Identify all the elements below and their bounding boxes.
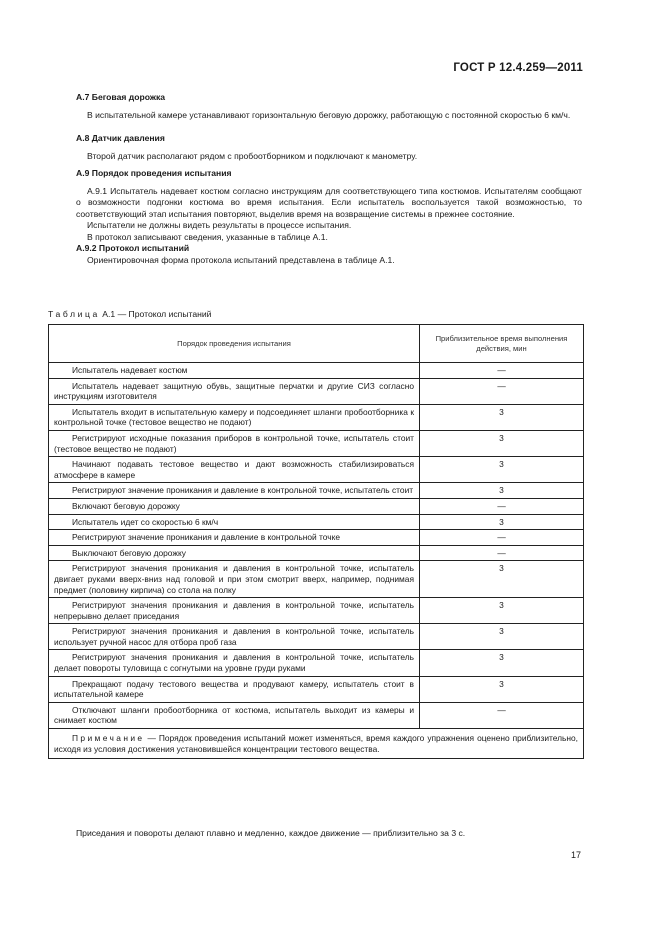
table-header-row	[49, 325, 584, 363]
table-caption-title: А.1 — Протокол испытаний	[99, 309, 212, 319]
time-cell: 3	[420, 676, 584, 702]
table-row	[49, 676, 584, 702]
step-cell: Начинают подавать тестовое вещество и дают возможность стабилизироваться атмосфере в камере	[49, 457, 420, 483]
time-cell: —	[420, 702, 584, 728]
section-a91-text: А.9.1 Испытатель надевает костюм согласно инструкциям для соответствующего типа костюмов. Испытателям сообщают о возможности подгонки костюма во время испытания. Если испытатель воспользуется такой возможностью, то соответствующий этап испытания повторяют, выделив время на возвращение системы в прежнее состояние.	[76, 185, 582, 219]
table-row	[49, 430, 584, 456]
time-cell: —	[420, 530, 584, 546]
step-cell: Испытатель идет со скоростью 6 км/ч	[49, 514, 420, 530]
table-row	[49, 404, 584, 430]
time-cell: —	[420, 545, 584, 561]
time-cell: —	[420, 498, 584, 514]
step-cell: Регистрируют значения проникания и давления в контрольной точке, испытатель двигает руками вверх-вниз над головой и при этом смотрит вверх, например, поднимая предмет (половину кирпича) со стола на полку	[49, 561, 420, 598]
time-cell: 3	[420, 650, 584, 676]
table-row	[49, 530, 584, 546]
document-code: ГОСТ Р 12.4.259—2011	[453, 62, 583, 74]
table-body	[49, 363, 584, 729]
step-cell: Выключают беговую дорожку	[49, 545, 420, 561]
table-note	[49, 729, 584, 759]
section-text	[76, 92, 582, 266]
table-row	[49, 561, 584, 598]
note-label: Примечание	[72, 733, 145, 744]
time-cell: 3	[420, 457, 584, 483]
section-a91-text2: Испытатели не должны видеть результаты в процессе испытания.	[87, 220, 352, 230]
note-text: — Порядок проведения испытаний может изменяться, время каждого упражнения оценено приблизительно, исходя из условия достижения установившейся концентрации тестового вещества.	[54, 733, 578, 754]
time-cell: 3	[420, 598, 584, 624]
after-table-text: Приседания и повороты делают плавно и медленно, каждое движение — приблизительно за 3 с.	[76, 828, 466, 838]
table-caption	[48, 309, 211, 320]
step-cell: Включают беговую дорожку	[49, 498, 420, 514]
page-number: 17	[570, 850, 581, 860]
section-a7-title: А.7 Беговая дорожка	[76, 92, 166, 102]
table-row	[49, 624, 584, 650]
table-row	[49, 650, 584, 676]
time-cell: —	[420, 363, 584, 379]
table-row	[49, 457, 584, 483]
time-cell: 3	[420, 483, 584, 499]
time-cell: 3	[420, 430, 584, 456]
column-header-time: Приблизительное время выполнения действия, мин	[420, 325, 584, 363]
table-row	[49, 514, 584, 530]
table-row	[49, 483, 584, 499]
section-a8-text: Второй датчик располагают рядом с пробоотборником и подключают к манометру.	[87, 150, 418, 161]
section-a7-text: В испытательной камере устанавливают горизонтальную беговую дорожку, работающую с постоянной скоростью 6 км/ч.	[87, 109, 571, 120]
step-cell: Регистрируют значения проникания и давления в контрольной точке, испытатель использует ручной насос для отбора проб газа	[49, 624, 420, 650]
time-cell: 3	[420, 561, 584, 598]
time-cell: 3	[420, 404, 584, 430]
step-cell: Испытатель входит в испытательную камеру и подсоединяет шланги пробоотборника к контрольной точке (тестовое вещество не подают)	[49, 404, 420, 430]
step-cell: Регистрируют значения проникания и давления в контрольной точке, испытатель непрерывно делает приседания	[49, 598, 420, 624]
time-cell: 3	[420, 624, 584, 650]
column-header-step: Порядок проведения испытания	[49, 325, 420, 363]
table-row	[49, 498, 584, 514]
step-cell: Регистрируют значение проникания и давление в контрольной точке	[49, 530, 420, 546]
step-cell: Отключают шланги пробоотборника от костюма, испытатель выходит из камеры и снимает костюм	[49, 702, 420, 728]
section-a91-text3: В протокол записывают сведения, указанные в таблице А.1.	[87, 231, 328, 242]
table-row	[49, 545, 584, 561]
table-note-row	[49, 729, 584, 759]
step-cell: Регистрируют значение проникания и давление в контрольной точке, испытатель стоит	[49, 483, 420, 499]
protocol-table	[48, 324, 584, 759]
table-row	[49, 702, 584, 728]
time-cell: 3	[420, 514, 584, 530]
step-cell: Регистрируют исходные показания приборов в контрольной точке, испытатель стоит (тестовое вещество не подают)	[49, 430, 420, 456]
step-cell: Испытатель надевает костюм	[49, 363, 420, 379]
section-a92-title: А.9.2 Протокол испытаний	[76, 243, 190, 253]
section-a9-title: А.9 Порядок проведения испытания	[76, 168, 232, 178]
table-caption-prefix: Таблица	[48, 309, 100, 319]
section-a8-title: А.8 Датчик давления	[76, 133, 165, 143]
step-cell: Регистрируют значения проникания и давления в контрольной точке, испытатель делает повороты туловища с согнутыми на уровне груди руками	[49, 650, 420, 676]
section-a92-text: Ориентировочная форма протокола испытаний представлена в таблице А.1.	[87, 254, 395, 265]
table-row	[49, 598, 584, 624]
time-cell: —	[420, 378, 584, 404]
table-row	[49, 363, 584, 379]
step-cell: Прекращают подачу тестового вещества и продувают камеру, испытатель стоит в испытательной камере	[49, 676, 420, 702]
table-row	[49, 378, 584, 404]
step-cell: Испытатель надевает защитную обувь, защитные перчатки и другие СИЗ согласно инструкциям изготовителя	[49, 378, 420, 404]
